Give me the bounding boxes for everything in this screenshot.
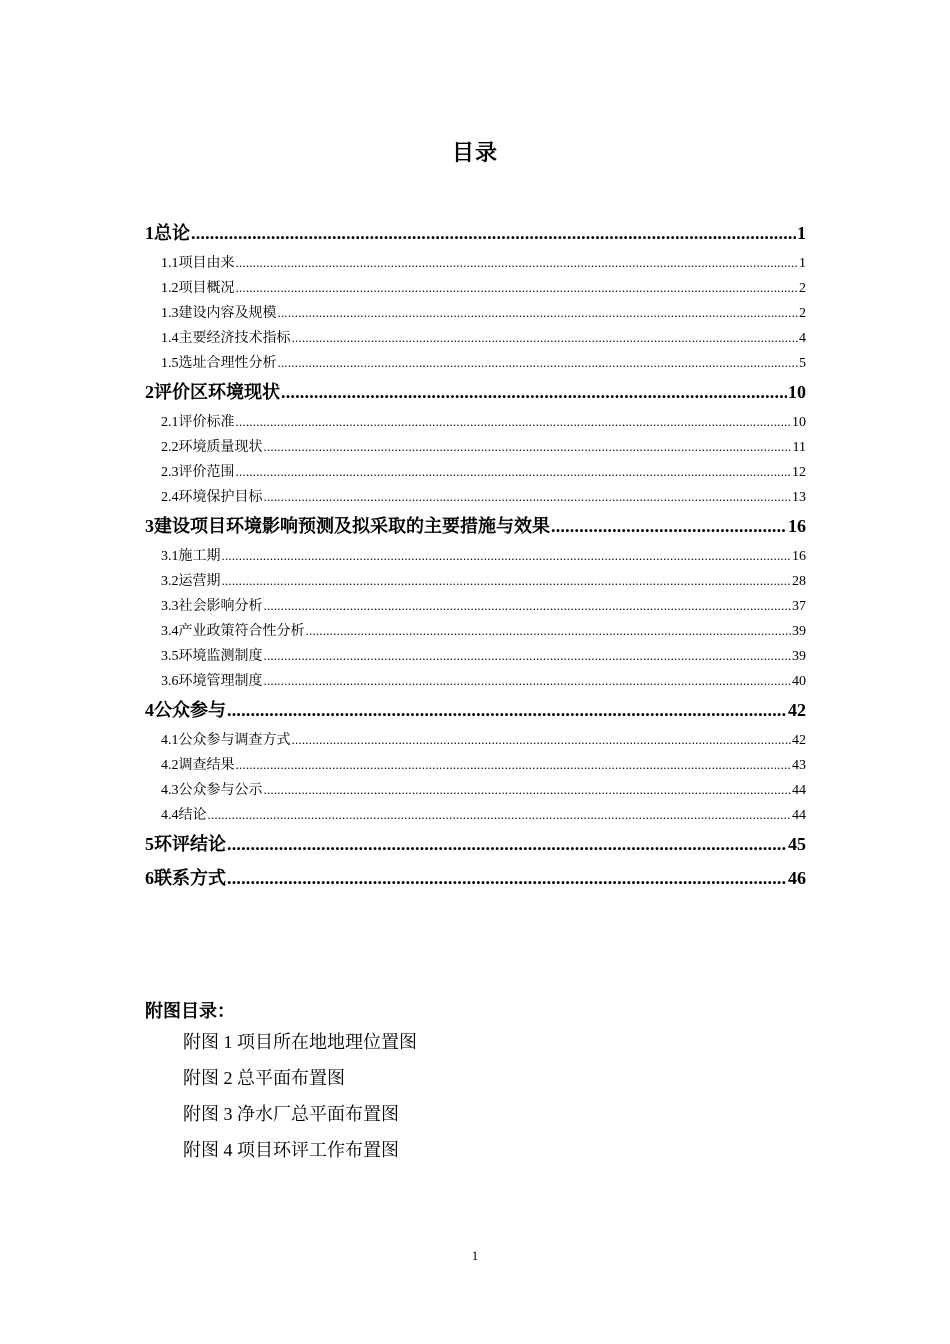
appendix-item[interactable]: 附图 2 总平面布置图 [183, 1068, 345, 1088]
appendix-item[interactable]: 附图 3 净水厂总平面布置图 [183, 1104, 399, 1124]
dot-leader [551, 509, 787, 543]
toc-entry-number: 2.2 [161, 440, 179, 455]
toc-section-entry[interactable] [145, 777, 806, 802]
toc-section-entry[interactable] [145, 325, 806, 350]
toc-entry-number: 3.4 [161, 624, 179, 639]
toc-entry-number: 4 [145, 700, 154, 720]
toc-page-number: 1 [797, 223, 806, 243]
toc-section-entry[interactable] [145, 350, 806, 375]
toc-page-number: 2 [799, 281, 806, 296]
toc-page-number: 39 [792, 649, 806, 664]
toc-entry-number: 3.6 [161, 674, 179, 689]
toc-entry-label: 结论 [178, 808, 207, 823]
toc-entry-number: 4.1 [161, 733, 179, 748]
toc-chapter-entry[interactable] [145, 827, 806, 861]
dot-leader [278, 350, 799, 375]
toc-section-entry[interactable] [145, 643, 806, 668]
dot-leader [227, 861, 787, 895]
toc-section-entry[interactable] [145, 668, 806, 693]
page-title: 目录 [451, 140, 498, 165]
toc-section-entry[interactable] [145, 593, 806, 618]
dot-leader [227, 693, 787, 727]
toc-section-entry[interactable] [145, 300, 806, 325]
toc-entry-number: 2.3 [161, 465, 179, 480]
toc-entry-number: 3.5 [161, 649, 179, 664]
toc-entry-label: 评价标准 [178, 415, 235, 430]
toc-section-entry[interactable] [145, 275, 806, 300]
dot-leader [236, 250, 799, 275]
dot-leader [191, 216, 796, 250]
toc-entry-label: 评价范围 [178, 465, 235, 480]
toc-entry-number: 4.4 [161, 808, 179, 823]
toc-entry-number: 3.2 [161, 574, 179, 589]
toc-entry-label: 公众参与调查方式 [178, 733, 291, 748]
toc-page-number: 28 [792, 574, 806, 589]
dot-leader [278, 300, 799, 325]
toc-page-number: 44 [792, 808, 806, 823]
toc-entry-label: 施工期 [178, 549, 221, 564]
toc-entry-label: 主要经济技术指标 [178, 331, 291, 346]
dot-leader [236, 459, 792, 484]
toc-section-entry[interactable] [145, 250, 806, 275]
toc-entry-number: 5 [145, 834, 154, 854]
appendix-item[interactable]: 附图 1 项目所在地地理位置图 [183, 1032, 417, 1052]
toc-entry-number: 1.1 [161, 256, 179, 271]
toc-section-entry[interactable] [145, 543, 806, 568]
toc-entry-label: 环境监测制度 [178, 649, 263, 664]
toc-section-entry[interactable] [145, 568, 806, 593]
toc-entry-number: 3.3 [161, 599, 179, 614]
toc-page-number: 11 [792, 440, 806, 455]
toc-entry-label: 环境保护目标 [178, 490, 263, 505]
dot-leader [227, 827, 787, 861]
toc-entry-label: 调查结果 [178, 758, 235, 773]
toc-page-number: 44 [792, 783, 806, 798]
dot-leader [222, 568, 792, 593]
dot-leader [292, 325, 799, 350]
toc-entry-label: 项目由来 [178, 256, 235, 271]
toc-entry-number: 3.1 [161, 549, 179, 564]
toc-page-number: 10 [792, 415, 806, 430]
toc-page-number: 1 [799, 256, 806, 271]
toc-section-entry[interactable] [145, 434, 806, 459]
dot-leader [264, 777, 792, 802]
toc-chapter-entry[interactable] [145, 375, 806, 409]
toc-page-number: 16 [792, 549, 806, 564]
toc-page-number: 4 [799, 331, 806, 346]
appendix-figure-list [145, 998, 417, 1168]
dot-leader [222, 543, 792, 568]
toc-entry-number: 2 [145, 382, 154, 402]
toc-page-number: 5 [799, 356, 806, 371]
toc-page-number: 2 [799, 306, 806, 321]
toc-entry-label: 环境管理制度 [178, 674, 263, 689]
table-of-contents [145, 216, 806, 895]
toc-entry-number: 1.4 [161, 331, 179, 346]
toc-page-number: 43 [792, 758, 806, 773]
toc-page-number: 16 [788, 516, 806, 536]
dot-leader [264, 668, 792, 693]
toc-entry-number: 1.2 [161, 281, 179, 296]
dot-leader [236, 752, 792, 777]
toc-section-entry[interactable] [145, 409, 806, 434]
dot-leader [264, 593, 792, 618]
toc-page-number: 37 [792, 599, 806, 614]
toc-entry-label: 公众参与公示 [178, 783, 263, 798]
toc-page-number: 42 [792, 733, 806, 748]
toc-entry-label: 建设内容及规模 [178, 306, 277, 321]
toc-chapter-entry[interactable] [145, 693, 806, 727]
toc-entry-label: 联系方式 [154, 868, 226, 888]
toc-entry-label: 运营期 [178, 574, 221, 589]
toc-entry-label: 总论 [154, 223, 190, 243]
dot-leader [236, 275, 799, 300]
toc-page-number: 39 [792, 624, 806, 639]
appendix-item[interactable]: 附图 4 项目环评工作布置图 [183, 1140, 399, 1160]
toc-section-entry[interactable] [145, 752, 806, 777]
toc-page-number: 40 [792, 674, 806, 689]
toc-entry-label: 社会影响分析 [178, 599, 263, 614]
toc-entry-label: 产业政策符合性分析 [178, 624, 305, 639]
toc-entry-number: 1.5 [161, 356, 179, 371]
toc-chapter-entry[interactable] [145, 509, 806, 543]
toc-entry-number: 2.1 [161, 415, 179, 430]
toc-section-entry[interactable] [145, 802, 806, 827]
toc-page-number: 12 [792, 465, 806, 480]
toc-entry-label: 评价区环境现状 [154, 382, 280, 402]
dot-leader [208, 802, 792, 827]
toc-entry-label: 环境质量现状 [178, 440, 263, 455]
toc-section-entry[interactable] [145, 484, 806, 509]
toc-section-entry[interactable] [145, 727, 806, 752]
page-number: 1 [471, 1248, 479, 1263]
toc-chapter-entry[interactable] [145, 861, 806, 895]
toc-entry-number: 6 [145, 868, 154, 888]
toc-entry-label: 选址合理性分析 [178, 356, 277, 371]
toc-entry-label: 项目概况 [178, 281, 235, 296]
toc-page-number: 13 [792, 490, 806, 505]
dot-leader [264, 434, 792, 459]
toc-entry-number: 2.4 [161, 490, 179, 505]
appendix-title: 附图目录： [145, 1001, 235, 1021]
toc-entry-number: 1 [145, 223, 154, 243]
dot-leader [292, 727, 792, 752]
toc-page-number: 46 [788, 868, 806, 888]
toc-entry-number: 3 [145, 516, 154, 536]
toc-page-number: 10 [788, 382, 806, 402]
dot-leader [264, 484, 792, 509]
toc-entry-label: 公众参与 [154, 700, 226, 720]
toc-entry-number: 4.3 [161, 783, 179, 798]
dot-leader [264, 643, 792, 668]
toc-entry-label: 建设项目环境影响预测及拟采取的主要措施与效果 [154, 516, 550, 536]
dot-leader [281, 375, 787, 409]
toc-section-entry[interactable] [145, 459, 806, 484]
toc-entry-number: 4.2 [161, 758, 179, 773]
toc-entry-number: 1.3 [161, 306, 179, 321]
dot-leader [306, 618, 792, 643]
dot-leader [236, 409, 792, 434]
toc-chapter-entry[interactable] [145, 216, 806, 250]
toc-section-entry[interactable] [145, 618, 806, 643]
toc-entry-label: 环评结论 [154, 834, 226, 854]
toc-page-number: 45 [788, 834, 806, 854]
toc-page-number: 42 [788, 700, 806, 720]
